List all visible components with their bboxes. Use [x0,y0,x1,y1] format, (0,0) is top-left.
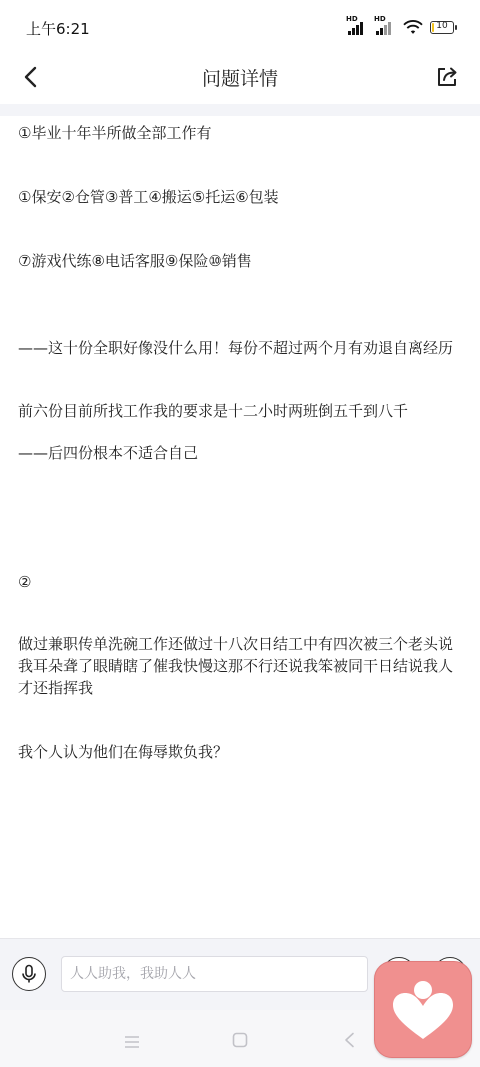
page-title: 问题详情 [201,68,278,90]
battery-level: 10 [436,20,448,31]
share-icon [435,65,459,89]
status-time: 上午6:21 [26,20,90,38]
status-bar [0,0,480,52]
microphone-icon [21,964,37,984]
question-paragraph: ——后四份根本不适合自己 [18,444,199,462]
voice-input-button[interactable] [12,957,46,991]
floating-app-button[interactable] [374,961,472,1058]
signal-icon [346,17,368,37]
question-paragraph: ——这十份全职好像没什么用！每份不超过两个月有劝退自离经历 [18,339,454,357]
back-icon[interactable] [343,1032,355,1048]
question-paragraph: ①毕业十年半所做全部工作有 [18,124,212,142]
question-paragraph: 前六份目前所找工作我的要求是十二小时两班倒五千到八千 [18,402,409,420]
question-paragraph: ⑦游戏代练⑧电话客服⑨保险⑩销售 [18,252,252,270]
wifi-icon [402,18,424,36]
signal-hd-label: HD [346,15,358,23]
question-paragraph: 我个人认为他们在侮辱欺负我？ [18,743,229,761]
status-icons [346,16,454,38]
heart-person-icon [388,977,458,1043]
question-paragraph: 做过兼职传单洗碗工作还做过十八次日结工中有四次被三个老头说我耳朵聋了眼睛瞎了催我快慢这那不行还说我笨被同干日结说我人才还指挥我 [18,635,454,697]
question-paragraph: ② [18,573,32,591]
signal-hd-label: HD [374,15,386,23]
menu-icon[interactable] [124,1035,140,1049]
share-button[interactable] [430,60,464,94]
battery-icon [430,21,454,34]
signal-icon [374,17,396,37]
home-icon[interactable] [232,1032,248,1048]
reply-input[interactable] [61,956,368,992]
nav-bar [0,52,480,102]
question-paragraph: ①保安②仓管③普工④搬运⑤托运⑥包装 [18,188,279,206]
header-divider [0,104,480,116]
